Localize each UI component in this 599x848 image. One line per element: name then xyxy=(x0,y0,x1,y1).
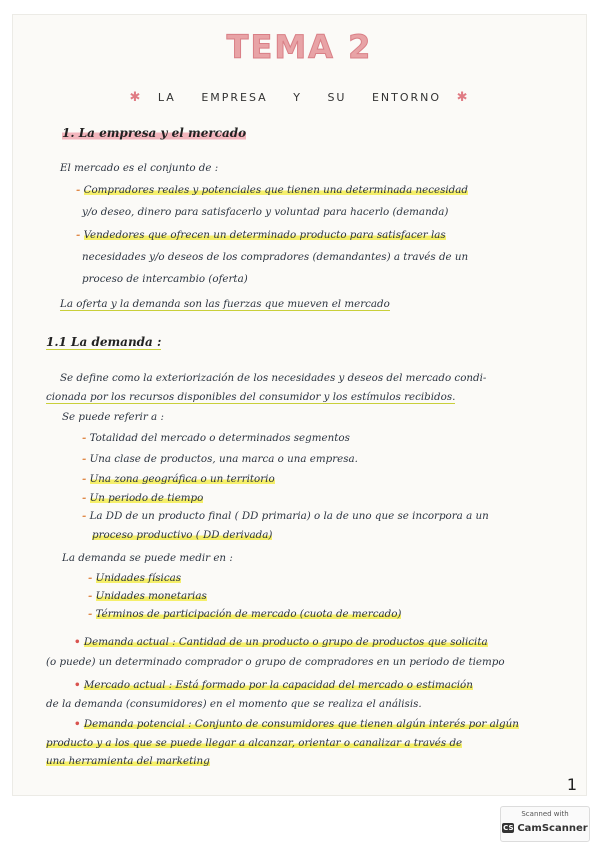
dash-bullet-icon: - xyxy=(82,432,87,444)
definition-line: Se define como la exteriorización de los necesidades y deseos del mercado condi- xyxy=(60,372,487,384)
subtitle-word: LA xyxy=(157,91,176,104)
definition-line: una herramienta del marketing xyxy=(46,755,210,767)
section-intro: El mercado es el conjunto de : xyxy=(60,162,219,174)
list-item: - Un periodo de tiempo xyxy=(82,492,204,504)
burst-icon-right: ✱ xyxy=(456,90,470,105)
subtitle-word: EMPRESA xyxy=(201,91,268,104)
definition-line: • Mercado actual : Está formado por la capacidad del mercado o estimación xyxy=(74,679,473,691)
subsection-heading: 1.1 La demanda : xyxy=(46,335,162,349)
dash-bullet-icon: - xyxy=(88,572,93,584)
burst-icon-left: ✱ xyxy=(129,90,143,105)
dash-bullet-icon: - xyxy=(82,492,87,504)
camscanner-stamp xyxy=(500,806,590,842)
measure-intro: La demanda se puede medir en : xyxy=(62,552,233,564)
dot-bullet-icon: • xyxy=(74,718,81,730)
definition-line: • Demanda potencial : Conjunto de consumidores que tienen algún interés por algún xyxy=(74,718,519,730)
dot-bullet-icon: • xyxy=(74,679,81,691)
list-item-line: - Compradores reales y potenciales que tienen una determinada necesidad xyxy=(76,184,468,196)
definition-line: (o puede) un determinado comprador o grupo de compradores en un periodo de tiempo xyxy=(46,656,505,668)
dash-bullet-icon: - xyxy=(82,453,87,465)
subtitle-word: ENTORNO xyxy=(371,91,442,104)
list-item-line: proceso productivo ( DD derivada) xyxy=(92,529,273,541)
camscanner-logo-icon: CS xyxy=(503,824,514,832)
list-item: - Unidades monetarias xyxy=(88,590,207,602)
page-subtitle xyxy=(12,90,587,105)
dash-bullet-icon: - xyxy=(88,608,93,620)
notebook-page xyxy=(12,14,587,796)
definition-line: cionada por los recursos disponibles del consumidor y los estímulos recibidos. xyxy=(46,391,456,403)
dash-bullet-icon: - xyxy=(76,184,81,196)
subtitle-word: Y xyxy=(293,91,302,104)
definition-line: de la demanda (consumidores) en el momento que se realiza el análisis. xyxy=(46,698,422,710)
list-item: - Términos de participación de mercado (cuota de mercado) xyxy=(88,608,402,620)
dot-bullet-icon: • xyxy=(74,636,81,648)
dash-bullet-icon: - xyxy=(82,473,87,485)
list-item-line: proceso de intercambio (oferta) xyxy=(82,273,248,285)
page-number: 1 xyxy=(566,775,577,794)
list-item-line: y/o deseo, dinero para satisfacerlo y voluntad para hacerlo (demanda) xyxy=(82,206,449,218)
dash-bullet-icon: - xyxy=(82,510,87,522)
list-item: - Una zona geográfica o un territorio xyxy=(82,473,275,485)
list-item: - Unidades físicas xyxy=(88,572,182,584)
refer-intro: Se puede referir a : xyxy=(62,411,164,423)
section-conclusion: La oferta y la demanda son las fuerzas que mueven el mercado xyxy=(60,298,390,310)
list-item: - Una clase de productos, una marca o una empresa. xyxy=(82,453,358,465)
stamp-line1: Scanned with xyxy=(521,810,569,818)
stamp-line2: CS CamScanner xyxy=(503,823,588,834)
subtitle-word: SU xyxy=(327,91,347,104)
section-heading: 1. La empresa y el mercado xyxy=(62,126,247,140)
list-item: - Totalidad del mercado o determinados segmentos xyxy=(82,432,350,444)
list-item-line: necesidades y/o deseos de los compradores (demandantes) a través de un xyxy=(82,251,469,263)
page-title: TEMA 2 xyxy=(226,28,373,66)
dash-bullet-icon: - xyxy=(76,229,81,241)
dash-bullet-icon: - xyxy=(88,590,93,602)
definition-line: • Demanda actual : Cantidad de un producto o grupo de productos que solicita xyxy=(74,636,488,648)
list-item: - La DD de un producto final ( DD primaria) o la de uno que se incorpora a un xyxy=(82,510,489,522)
list-item-line: - Vendedores que ofrecen un determinado producto para satisfacer las xyxy=(76,229,446,241)
definition-line: producto y a los que se puede llegar a alcanzar, orientar o canalizar a través de xyxy=(46,737,463,749)
